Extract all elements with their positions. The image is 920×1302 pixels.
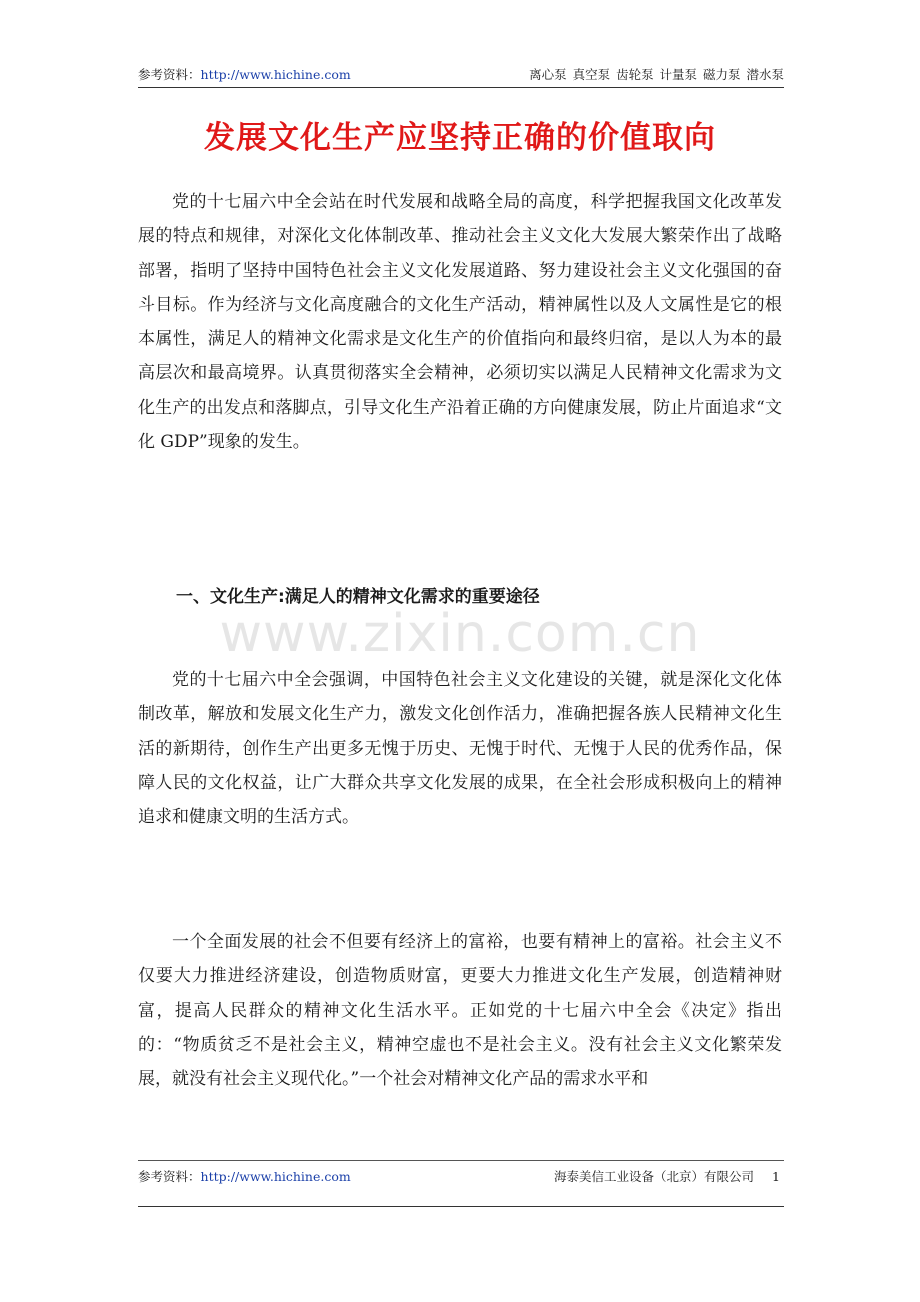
header-url-link[interactable]: http://www.hichine.com bbox=[200, 67, 351, 82]
body-paragraph-3-block bbox=[138, 925, 782, 1096]
document-title: 发展文化生产应坚持正确的价值取向 bbox=[204, 120, 716, 156]
footer-company: 海泰美信工业设备（北京）有限公司 bbox=[553, 1169, 754, 1184]
page-footer bbox=[138, 1165, 784, 1189]
body-paragraph: 党的十七届六中全会站在时代发展和战略全局的高度，科学把握我国文化改革发展的特点和规律，对深化文化体制改革、推动社会主义文化大发展大繁荣作出了战略部署，指明了坚持中国特色社会主义文化发展道路、努力建设社会主义文化强国的奋斗目标。作为经济与文化高度融合的文化生产活动，精神属性以及人文属性是它的根本属性，满足人的精神文化需求是文化生产的价值指向和最终归宿，是以人为本的最高层次和最高境界。认真贯彻落实全会精神，必须切实以满足人民精神文化需求为文化生产的出发点和落脚点，引导文化生产沿着正确的方向健康发展，防止片面追求“文化 GDP”现象的发生。 bbox=[138, 192, 782, 453]
section-heading: 一、文化生产:满足人的精神文化需求的重要途径 bbox=[176, 587, 540, 607]
page-header bbox=[138, 64, 784, 86]
footer-url-link[interactable]: http://www.hichine.com bbox=[200, 1169, 351, 1184]
body-paragraph-2-block bbox=[138, 663, 782, 834]
body-paragraph-1-block bbox=[138, 185, 782, 459]
header-product-list: 离心泵 真空泵 齿轮泵 计量泵 磁力泵 潜水泵 bbox=[529, 67, 784, 82]
header-ref-label: 参考资料： bbox=[138, 67, 201, 82]
footer-divider bbox=[138, 1160, 784, 1161]
header-divider bbox=[138, 87, 784, 88]
footer-reference bbox=[138, 1165, 351, 1189]
page-number: 1 bbox=[772, 1169, 780, 1184]
watermark: www.zixin.com.cn bbox=[219, 604, 701, 664]
footer-ref-label: 参考资料： bbox=[138, 1169, 201, 1184]
header-reference bbox=[138, 64, 351, 86]
body-paragraph: 党的十七届六中全会强调，中国特色社会主义文化建设的关键，就是深化文化体制改革，解放和发展文化生产力，激发文化创作活力，准确把握各族人民精神文化生活的新期待，创作生产出更多无愧于历史、无愧于时代、无愧于人民的优秀作品，保障人民的文化权益，让广大群众共享文化发展的成果，在全社会形成积极向上的精神追求和健康文明的生活方式。 bbox=[138, 670, 782, 828]
footer-bottom-divider bbox=[138, 1206, 784, 1207]
body-paragraph: 一个全面发展的社会不但要有经济上的富裕，也要有精神上的富裕。社会主义不仅要大力推进经济建设，创造物质财富，更要大力推进文化生产发展，创造精神财富，提高人民群众的精神文化生活水平。正如党的十七届六中全会《决定》指出的：“物质贫乏不是社会主义，精神空虚也不是社会主义。没有社会主义文化繁荣发展，就没有社会主义现代化。”一个社会对精神文化产品的需求水平和 bbox=[138, 932, 782, 1090]
